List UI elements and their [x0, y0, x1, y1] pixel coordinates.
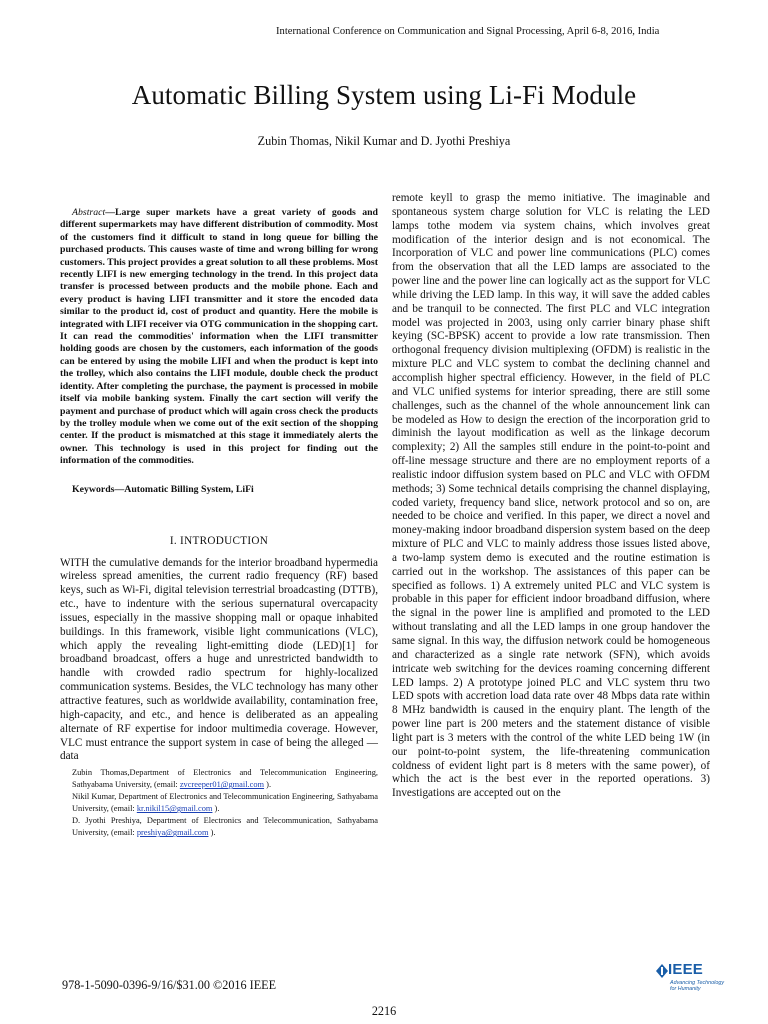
conference-header: International Conference on Communication and Signal Processing, April 6-8, 2016, India	[276, 26, 660, 37]
author-footnotes	[60, 767, 378, 839]
footnote-2-text: Nikil Kumar, Department of Electronics and Telecommunication Engineering, Sathyabama University, (email:	[72, 792, 378, 814]
footnote-3-end: ).	[210, 828, 216, 838]
footnote-1	[60, 767, 378, 791]
ieee-diamond-icon	[656, 964, 668, 978]
left-column	[60, 207, 378, 839]
paper-title: Automatic Billing System using Li-Fi Module	[131, 80, 637, 110]
ieee-logo-text: IEEE	[668, 961, 703, 978]
page-number: 2216	[371, 1004, 397, 1018]
ieee-tagline	[670, 980, 724, 992]
footnote-2-end: ).	[214, 804, 220, 814]
copyright-line: 978-1-5090-0396-9/16/$31.00 ©2016 IEEE	[62, 978, 277, 992]
right-column-text: remote keyll to grasp the memo initiative. The imaginable and spontaneous system charge solution for VLC is relating the LED lamps tothe modem via system chains, which involves great modification of the interior design and is not economical. The Incorporation of VLC and power line communications (PLC) comes from the observation that all the LED lamps are associated to the power line and the power line can logically act as the support for VLC while driving the LED lamp. In this way, it will save the added cables and be tranquil to be connected. The first PLC and VLC integration model was projected in 2003, using only carrier binary phase shift keying (SC-BPSK) accent to provide a low rate transmission. Then orthogonal frequency division multiplexing (OFDM) is realistic in the mixture PLC and VLC system to combat the declining channel and accomplish higher spectral efficiency. However, in the field of PLC and VLC unified systems for interior spreading, there are still some challenges, such as the channel of the whole announcement link can be modeled as How to design the erection of the incorporation grid to diminish the layout modification as well as the linkage decorum complexity; 2) All the samples still endure in the point-to-point and off-line message structure and there are no employment reports of a realistic indoor diffusion system based on PLC and VLC with OFDM methods; 3) Some technical details comprising the channel displaying, coded variety, frequency band slice, network protocol and so on, are needed to be choice and verified. In this paper, we direct a novel and money-making indoor broadband dispersion system based on the deep mixture of PLC and VLC to mainly address those issues listed above, a two-lamp system demo is executed and the routine estimation is carried out in the workshop. The assistances of this paper can be specified as follows. 1) A extremely united PLC and VLC system is probable in this paper for efficient indoor broadband diffusion, where the signal in the power line is amplified and promoted to the LED without translating and all the LED lamps in one group handover the same signal. In this way, the diffusion network could be homogeneous and characterized as a single rate network (SFN), which avoids intricate web switching for the devices roaming concerning different LED lamps. 2) A prototype joined PLC and VLC system thru two LED spots with accretion load data rate over 48 Mbps data rate within 8 MHz bandwidth is caused in the enquiry plant. The length of the power line part is 200 meters and the statement distance of visible light part is 3 meters with the control of the white LED being 1W (in our point-to-point system, the life-threatening communication coldness of evident light part is 8 meters with the same power), of which the act is the best ever in the reported operations. 3) Investigations are accepted out on the	[392, 192, 710, 800]
ieee-tagline-line-1: Advancing Technology	[670, 980, 725, 986]
keywords: Keywords—Automatic Billing System, LiFi	[72, 483, 254, 495]
footnote-1-email-link[interactable]: zvcreeper01@gmail.com	[179, 780, 265, 790]
footnote-3-email-link[interactable]: preshiya@gmail.com	[136, 828, 209, 838]
right-column	[392, 192, 710, 801]
ieee-logo	[654, 961, 725, 1001]
footnote-2-email-link[interactable]: kr.nikil15@gmail.com	[136, 804, 213, 814]
introduction-text: WITH the cumulative demands for the interior broadband hypermedia wireless spread amenities, the current radio frequency (RF) based keys, such as Wi-Fi, digital television terrestrial broadcasting (DTTB), etc., have to indenture with the serious supernatural overcapacity issues, especially in the massive shopping mall or opaque inhabited buildings. In this framework, visible light communications (VLC), which apply the revealing light-emitting diode (LED)[1] for broadband broadcast, offers a huge and unrestricted bandwidth to handle with crowded radio spectrum for highly-localized communication systems. Besides, the VLC technology has many other attractive features, such as worldwide availability, contamination free, high-capacity, and etc., and hence is deliberated as an appealing alternate of RF expertise for indoor multimedia coverage. However, VLC must entrance the support system in case of being the alleged —data	[60, 556, 378, 763]
abstract-lead: Abstract	[72, 207, 106, 218]
section-heading-introduction: I. INTRODUCTION	[169, 534, 269, 547]
abstract	[60, 207, 378, 468]
footnote-1-text: Zubin Thomas,Department of Electronics and Telecommunication Engineering, Sathyabama University, (email:	[72, 768, 378, 790]
footnote-3	[60, 815, 378, 839]
footnote-3-text: D. Jyothi Preshiya, Department of Electronics and Telecommunication, Sathyabama University, (email:	[72, 816, 378, 838]
footnote-1-end: ).	[266, 780, 272, 790]
paper-authors: Zubin Thomas, Nikil Kumar and D. Jyothi Preshiya	[257, 134, 511, 148]
footnote-2	[60, 791, 378, 815]
ieee-tagline-line-2: for Humanity	[670, 986, 701, 992]
abstract-text: —Large super markets have a great variety of goods and different supermarkets may have different distribution of commodity. Most of the customers find it difficult to stand in long queue for billing the purchased products. This causes waste of time and wrong billing for wrong customers. This project provides a great solution to all these problems. Most recently LIFI is new emerging technology in the trend. In this project data transfer is processed between products and the mobile phone. Each and every product is having LIFI transmitter and it store the encoded data similar to the product id, cost of product and quantity. Here the mobile is integrated with LIFI receiver via OTG communication in the shopping cart. It can read the commodities' information when the LIFI transmitter holding goods are chosen by the customers, each information of the goods can be entered by using the mobile LIFI and when the product is kept into the trolley, which also contains the LIFI module, double check the product identity. After completing the purchase, the payment is processed in mobile itself via mobile banking system. Finally the cart section will verify the payment and purchase of product which will again cross check the products by the trolley module when we come out of the exit section of the shopping center. If the product is mismatched at this stage it immediately alerts the owner. This technology is used in this project for finding out the information of the commodities.	[60, 207, 378, 467]
